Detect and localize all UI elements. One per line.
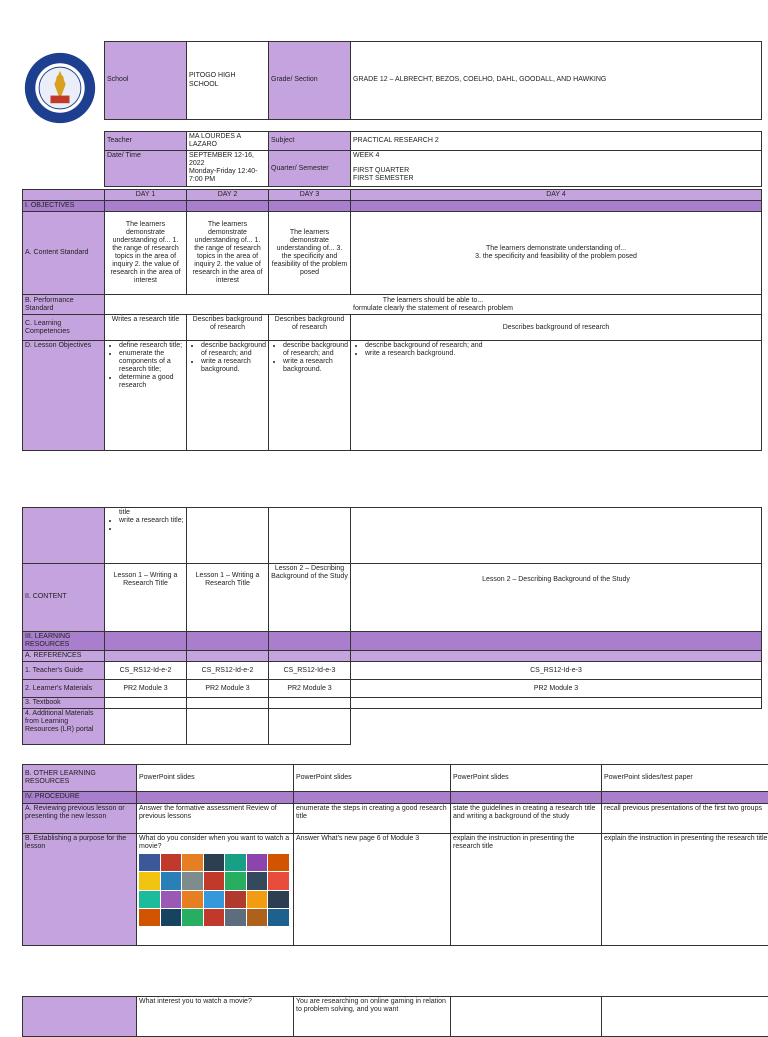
movie-posters-image — [139, 854, 289, 926]
reviewing-day3: state the guidelines in creating a research title and writing a background of the study — [451, 804, 602, 834]
objectives-day2 — [187, 341, 269, 451]
list-item: • determine a good research — [119, 374, 184, 390]
subject-value: PRACTICAL RESEARCH 2 — [351, 132, 762, 151]
content-standard-day4 — [351, 212, 762, 295]
learners-materials-label: 2. Learner's Materials — [23, 680, 105, 698]
other-resources-day4: PowerPoint slides/test paper — [602, 765, 768, 792]
page3-day2: You are researching on online gaming in relation to problem solving, and you want — [294, 997, 451, 1037]
list-item: • describe background of research; and — [365, 342, 759, 350]
page3-day1: What interest you to watch a movie? — [137, 997, 294, 1037]
performance-standard-value — [105, 295, 762, 315]
reviewing-day1: Answer the formative assessment Review of previous lessons — [137, 804, 294, 834]
learners-materials-day2: PR2 Module 3 — [187, 680, 269, 698]
list-item: • define research title; — [119, 342, 184, 350]
quarter-value: FIRST QUARTER — [353, 167, 759, 175]
school-label: School — [105, 42, 187, 120]
procedure-table — [22, 764, 768, 946]
list-item: title — [107, 509, 184, 517]
additional-materials-label: 4. Additional Materials from Learning Resources (LR) portal — [23, 709, 105, 745]
purpose-day1 — [137, 834, 294, 946]
purpose-day2: Answer What's new page 6 of Module 3 — [294, 834, 451, 946]
reviewing-day4: recall previous presentations of the first two groups — [602, 804, 768, 834]
content-standard-day1: The learners demonstrate understanding of... 1. the range of research topics in the area of inquiry 2. the value of research in the area of interest — [105, 212, 187, 295]
content-standard-day2: The learners demonstrate understanding of... 1. the range of research topics in the area of inquiry 2. the value of research in the area of interest — [187, 212, 269, 295]
date-label: Date/ Time — [105, 151, 187, 187]
teacher-label: Teacher — [105, 132, 187, 151]
teachers-guide-label: 1. Teacher's Guide — [23, 662, 105, 680]
lesson-objectives-label: D. Lesson Objectives — [23, 341, 105, 451]
teachers-guide-day2: CS_RS12-Id-e-2 — [187, 662, 269, 680]
list-item: • describe background of research; and — [201, 342, 266, 358]
school-value: PITOGO HIGH SCHOOL — [187, 42, 269, 120]
objectives-day3 — [269, 341, 351, 451]
teacher-value: MA LOURDES A LAZARO — [187, 132, 269, 151]
procedure-heading: IV. PROCEDURE — [23, 792, 137, 804]
list-item: • describe background of research; and — [283, 342, 348, 358]
subject-label: Subject — [269, 132, 351, 151]
other-resources-day3: PowerPoint slides — [451, 765, 602, 792]
teachers-guide-day4: CS_RS12-Id-e-3 — [351, 662, 762, 680]
objectives-heading: I. OBJECTIVES — [23, 201, 105, 212]
content-standard-label: A. Content Standard — [23, 212, 105, 295]
content-day3: Lesson 2 – Describing Background of the Study — [269, 564, 351, 632]
reviewing-day2: enumerate the steps in creating a good research title — [294, 804, 451, 834]
learners-materials-day1: PR2 Module 3 — [105, 680, 187, 698]
list-item: • enumerate the components of a research title; — [119, 350, 184, 374]
day-1-header: DAY 1 — [105, 190, 187, 201]
competency-day3: Describes background of research — [269, 315, 351, 341]
purpose-label: B. Establishing a purpose for the lesson — [23, 834, 137, 946]
competencies-label: C. Learning Competencies — [23, 315, 105, 341]
content-label: II. CONTENT — [23, 564, 105, 632]
semester-value: FIRST SEMESTER — [353, 175, 759, 183]
learners-materials-day4: PR2 Module 3 — [351, 680, 762, 698]
learners-materials-day3: PR2 Module 3 — [269, 680, 351, 698]
purpose-day3: explain the instruction in presenting the research title — [451, 834, 602, 946]
content-table — [22, 507, 762, 745]
day-3-header: DAY 3 — [269, 190, 351, 201]
time-value: Monday-Friday 12:40-7:00 PM — [189, 168, 266, 184]
date-value: SEPTEMBER 12-16, 2022 — [189, 152, 266, 168]
objectives-table — [22, 189, 762, 451]
competency-day1: Writes a research title — [105, 315, 187, 341]
content-standard-day4-line2: 3. the specificity and feasibility of the problem posed — [353, 253, 759, 261]
references-label: A. REFERENCES — [23, 651, 105, 662]
performance-line2: formulate clearly the statement of research problem — [107, 305, 759, 313]
purpose-day4: explain the instruction in presenting the research title — [602, 834, 768, 946]
content-day2: Lesson 1 – Writing a Research Title — [187, 564, 269, 632]
objectives-day4 — [351, 341, 762, 451]
content-standard-day4-line1: The learners demonstrate understanding of... — [353, 245, 759, 253]
reviewing-label: A. Reviewing previous lesson or presenting the new lesson — [23, 804, 137, 834]
teachers-guide-day1: CS_RS12-Id-e-2 — [105, 662, 187, 680]
week-quarter-cell — [351, 151, 762, 187]
list-item: • write a research title; — [119, 517, 184, 525]
competency-day2: Describes background of research — [187, 315, 269, 341]
content-standard-day3: The learners demonstrate understanding of... 3. the specificity and feasibility of the problem posed — [269, 212, 351, 295]
list-item — [119, 525, 184, 533]
list-item: • write a research background. — [201, 358, 266, 374]
grade-label: Grade/ Section — [269, 42, 351, 120]
deped-seal-icon — [22, 50, 98, 126]
other-resources-day2: PowerPoint slides — [294, 765, 451, 792]
header-table — [104, 41, 762, 187]
grade-value: GRADE 12 – ALBRECHT, BEZOS, COELHO, DAHL, GOODALL, AND HAWKING — [351, 42, 762, 120]
day-4-header: DAY 4 — [351, 190, 762, 201]
objectives-day1 — [105, 341, 187, 451]
performance-line1: The learners should be able to... — [107, 297, 759, 305]
purpose-day1-text: What do you consider when you want to watch a movie? — [139, 835, 291, 851]
date-cell — [187, 151, 269, 187]
competency-day4: Describes background of research — [351, 315, 762, 341]
day-2-header: DAY 2 — [187, 190, 269, 201]
objectives-day1-continued — [105, 508, 187, 564]
other-resources-label: B. OTHER LEARNING RESOURCES — [23, 765, 137, 792]
list-item: • write a research background. — [365, 350, 759, 358]
textbook-label: 3. Textbook — [23, 698, 105, 709]
performance-standard-label: B. Performance Standard — [23, 295, 105, 315]
week-value: WEEK 4 — [353, 152, 759, 160]
content-day1: Lesson 1 – Writing a Research Title — [105, 564, 187, 632]
other-resources-day1: PowerPoint slides — [137, 765, 294, 792]
quarter-label: Quarter/ Semester — [269, 151, 351, 187]
list-item: • write a research background. — [283, 358, 348, 374]
content-day4: Lesson 2 – Describing Background of the Study — [351, 564, 762, 632]
page3-table — [22, 996, 768, 1037]
learning-resources-label: III. LEARNING RESOURCES — [23, 632, 105, 651]
teachers-guide-day3: CS_RS12-Id-e-3 — [269, 662, 351, 680]
